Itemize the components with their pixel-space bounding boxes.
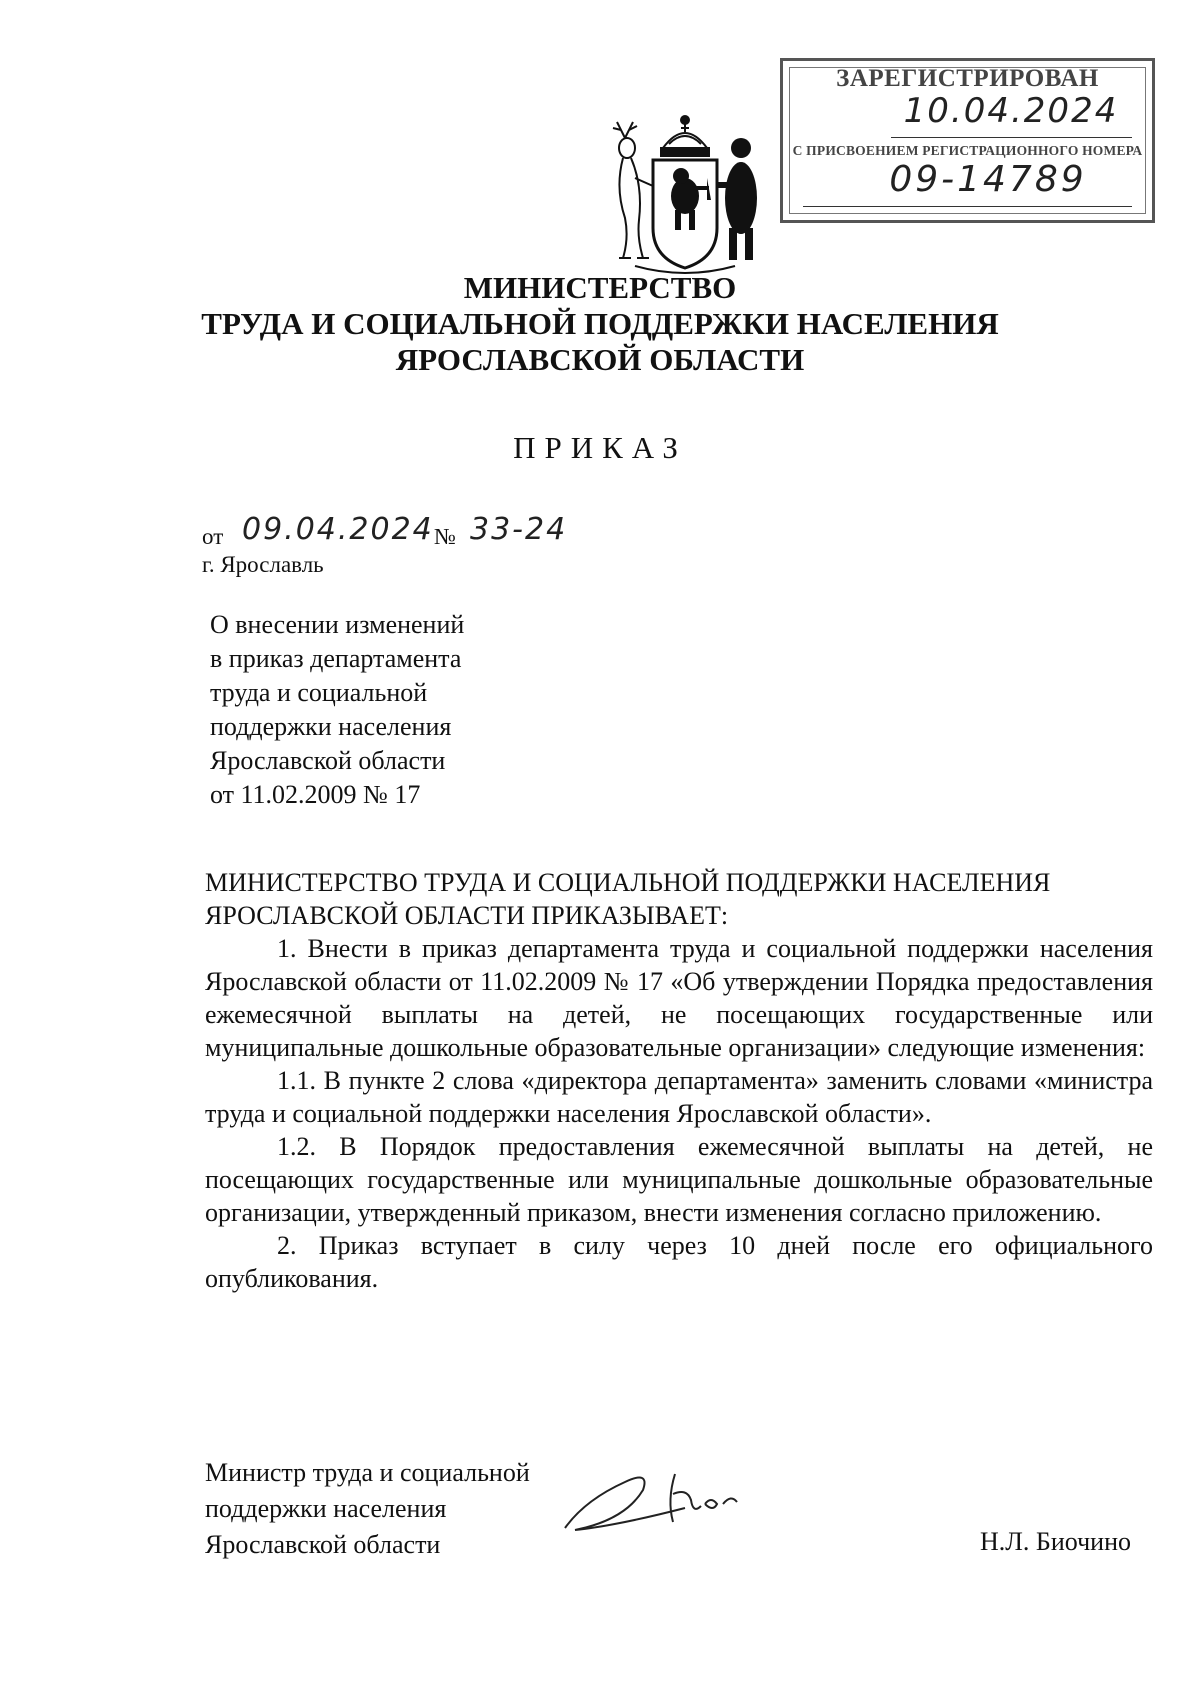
clause-1: 1. Внести в приказ департамента труда и социальной поддержки населения Ярославской области от 11.02.2009 № 17 «Об утверждении Порядка предоставления ежемесячной выплаты на детей, не посещающих государственные или муниципальные дошкольные образовательные организации» следующие изменения: [205, 934, 1153, 1062]
preamble: МИНИСТЕРСТВО ТРУДА И СОЦИАЛЬНОЙ ПОДДЕРЖКИ НАСЕЛЕНИЯ ЯРОСЛАВСКОЙ ОБЛАСТИ ПРИКАЗЫВАЕТ: [205, 868, 1051, 930]
signer-title-line: Ярославской области [205, 1530, 441, 1559]
date-prefix: от [202, 524, 224, 549]
order-handwritten-date: 09.04.2024 [242, 512, 434, 547]
signer-title-line: поддержки населения [205, 1494, 447, 1523]
stamp-date-underline [891, 137, 1132, 138]
subject-line: О внесении изменений [210, 610, 465, 639]
stamp-number-underline [803, 206, 1132, 207]
subject-block [210, 608, 570, 812]
city-label: г. Ярославль [202, 552, 324, 577]
coat-of-arms-icon [595, 108, 775, 278]
registration-stamp [780, 58, 1155, 223]
stamp-subtitle: С ПРИСВОЕНИЕМ РЕГИСТРАЦИОННОГО НОМЕРА [792, 143, 1143, 158]
signer-title-line: Министр труда и социальной [205, 1458, 530, 1487]
signer-title [205, 1455, 530, 1563]
subject-line: поддержки населения [210, 712, 452, 741]
ministry-title-line-1: МИНИСТЕРСТВО [463, 270, 737, 305]
handwritten-signature [555, 1460, 805, 1540]
subject-line: от 11.02.2009 № 17 [210, 780, 421, 809]
order-body [205, 866, 1153, 1295]
number-prefix: № [434, 524, 456, 549]
stamp-handwritten-date: 10.04.2024 [903, 91, 1119, 131]
order-handwritten-number: 33-24 [470, 512, 568, 547]
subject-line: в приказ департамента [210, 644, 462, 673]
ministry-title-line-2: ТРУДА И СОЦИАЛЬНОЙ ПОДДЕРЖКИ НАСЕЛЕНИЯ [201, 306, 999, 341]
clause-2: 2. Приказ вступает в силу через 10 дней после его официального опубликования. [205, 1231, 1153, 1293]
document-type-title: ПРИКАЗ [513, 430, 687, 465]
subject-line: Ярославской области [210, 746, 446, 775]
stamp-title: ЗАРЕГИСТРИРОВАН [836, 65, 1099, 92]
subject-line: труда и социальной [210, 678, 428, 707]
signer-name: Н.Л. Биочино [980, 1527, 1131, 1556]
clause-1-1: 1.1. В пункте 2 слова «директора департамента» заменить словами «министра труда и социальной поддержки населения Ярославской области». [205, 1066, 1153, 1128]
ministry-title-line-3: ЯРОСЛАВСКОЙ ОБЛАСТИ [395, 342, 805, 377]
stamp-handwritten-number: 09-14789 [889, 159, 1087, 200]
clause-1-2: 1.2. В Порядок предоставления ежемесячной выплаты на детей, не посещающих государственные или муниципальные дошкольные образовательные организации, утвержденный приказом, внести изменения согласно приложению. [205, 1132, 1153, 1227]
